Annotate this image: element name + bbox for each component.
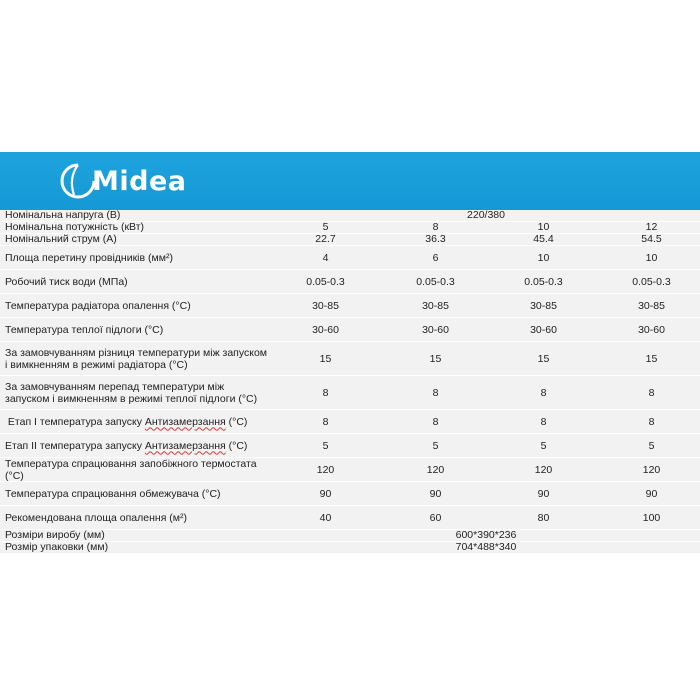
cell-value: 30-85 [312, 299, 339, 312]
cell-value: 8 [432, 386, 439, 399]
cell-value: 5 [322, 439, 329, 452]
table-row [0, 482, 700, 506]
label-part: (°С) [225, 439, 248, 452]
cell-value: 5 [648, 439, 655, 452]
table-row [0, 458, 700, 482]
cell-value: 90 [319, 487, 332, 500]
table-row [0, 410, 700, 434]
table-row [0, 234, 700, 246]
table-row [0, 294, 700, 318]
label-part: Етап II температура запуску [5, 439, 145, 452]
row-value: 220/380 [467, 209, 505, 221]
brand-name: Midea [92, 165, 187, 197]
cell-value: 10 [537, 251, 550, 264]
spec-table [0, 210, 700, 554]
cell-value: 30-60 [638, 323, 665, 336]
table-row [0, 506, 700, 530]
table-row [0, 376, 700, 410]
cell-value: 120 [534, 463, 553, 476]
cell-value: 36.3 [425, 233, 446, 245]
cell-value: 8 [540, 415, 547, 428]
row-label [5, 434, 270, 457]
cell-value: 5 [540, 439, 547, 452]
cell-value: 54.5 [641, 233, 662, 245]
cell-value: 0.05-0.3 [524, 275, 563, 288]
row-label: Розміри виробу (мм) [5, 529, 105, 541]
cell-value: 60 [429, 511, 442, 524]
cell-value: 0.05-0.3 [306, 275, 345, 288]
row-label: Номінальна потужність (кВт) [5, 221, 145, 233]
cell-value: 5 [322, 221, 329, 233]
label-part-underlined: Антизамерзання [144, 439, 226, 452]
cell-value: 15 [429, 352, 442, 365]
row-value: 600*390*236 [455, 529, 517, 541]
row-label: Температура радіатора опалення (°С) [5, 299, 191, 312]
cell-value: 30-85 [530, 299, 557, 312]
cell-value: 8 [432, 415, 439, 428]
brand-banner [0, 152, 700, 210]
cell-value: 30-85 [422, 299, 449, 312]
cell-value: 6 [432, 251, 439, 264]
cell-value: 30-60 [422, 323, 449, 336]
row-label: Номінальний струм (А) [5, 233, 117, 245]
cell-value: 15 [645, 352, 658, 365]
table-row [0, 434, 700, 458]
table-row [0, 318, 700, 342]
label-part-underlined: Антизамерзання [144, 415, 226, 428]
table-row [0, 542, 700, 554]
cell-value: 10 [537, 221, 550, 233]
row-label: Площа перетину провідників (мм²) [5, 251, 173, 264]
cell-value: 0.05-0.3 [416, 275, 455, 288]
row-value: 704*488*340 [455, 541, 517, 553]
cell-value: 8 [322, 415, 329, 428]
row-label: Температура теплої підлоги (°С) [5, 323, 164, 336]
row-label: Номінальна напруга (В) [5, 209, 121, 221]
row-label: За замовчуванням перепад температури між запуском і вимкненням в режимі теплої підлоги (°С) [5, 380, 258, 405]
cell-value: 4 [322, 251, 329, 264]
row-label [5, 410, 270, 433]
cell-value: 30-85 [638, 299, 665, 312]
cell-value: 8 [432, 221, 439, 233]
label-part: Етап I температура запуску [5, 415, 145, 428]
cell-value: 22.7 [315, 233, 336, 245]
row-label: Температура спрацювання запобіжного термостата (°С) [5, 457, 257, 482]
cell-value: 120 [316, 463, 335, 476]
cell-value: 90 [429, 487, 442, 500]
table-row [0, 270, 700, 294]
cell-value: 8 [648, 386, 655, 399]
cell-value: 15 [319, 352, 332, 365]
row-label: За замовчуванням різниця температури між запуском і вимкненням в режимі радіатора (°С) [5, 346, 268, 371]
midea-logo [58, 156, 186, 206]
row-label: Розмір упаковки (мм) [5, 541, 109, 553]
table-row [0, 246, 700, 270]
cell-value: 120 [642, 463, 661, 476]
cell-value: 30-60 [312, 323, 339, 336]
cell-value: 12 [645, 221, 658, 233]
cell-value: 30-60 [530, 323, 557, 336]
cell-value: 45.4 [533, 233, 554, 245]
table-row [0, 342, 700, 376]
row-label: Рекомендована площа опалення (м²) [5, 511, 188, 524]
cell-value: 90 [537, 487, 550, 500]
row-label: Температура спрацювання обмежувача (°С) [5, 487, 221, 500]
cell-value: 120 [426, 463, 445, 476]
cell-value: 0.05-0.3 [632, 275, 671, 288]
cell-value: 10 [645, 251, 658, 264]
cell-value: 100 [642, 511, 661, 524]
label-part: (°С) [225, 415, 248, 428]
cell-value: 8 [540, 386, 547, 399]
cell-value: 80 [537, 511, 550, 524]
cell-value: 8 [322, 386, 329, 399]
cell-value: 5 [432, 439, 439, 452]
cell-value: 90 [645, 487, 658, 500]
cell-value: 40 [319, 511, 332, 524]
row-label: Робочий тиск води (МПа) [5, 275, 128, 288]
cell-value: 8 [648, 415, 655, 428]
cell-value: 15 [537, 352, 550, 365]
